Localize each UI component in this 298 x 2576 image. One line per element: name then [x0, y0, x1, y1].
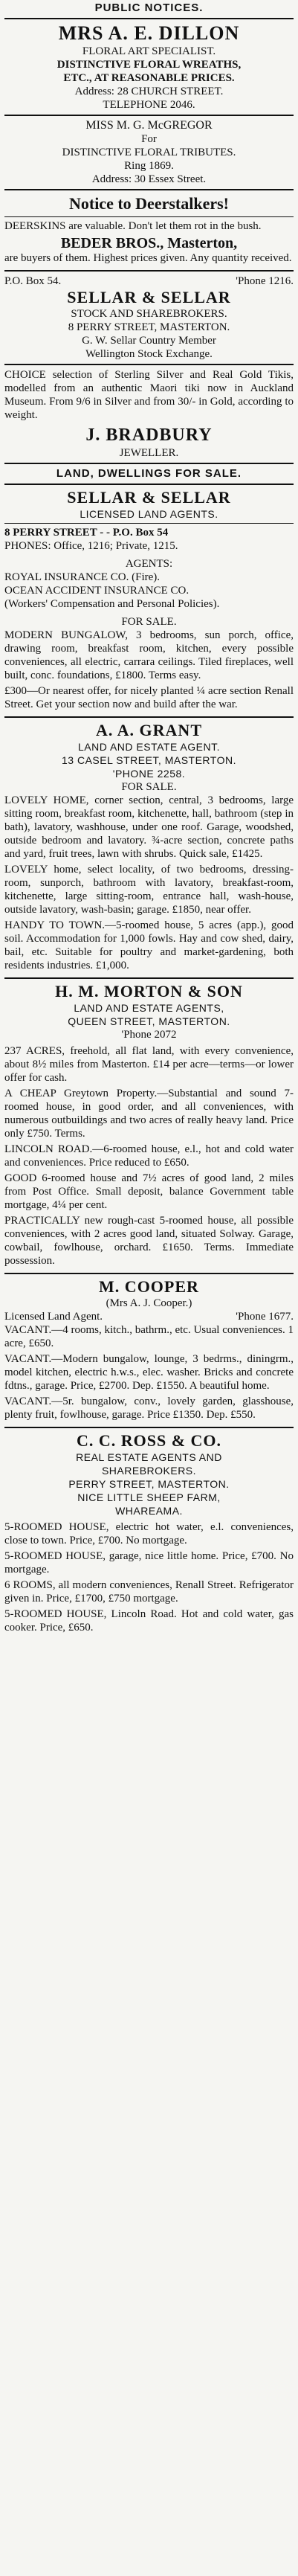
ad-sellar-line: 8 PERRY STREET, MASTERTON.	[68, 321, 230, 333]
divider	[4, 523, 294, 524]
divider	[4, 484, 294, 485]
divider	[4, 716, 294, 718]
ad-cooper-sub: (Mrs A. J. Cooper.)	[106, 1297, 192, 1309]
ad-listing: 5-ROOMED HOUSE, Lincoln Road. Hot and cold water, gas cooker. Price, £650.	[4, 1608, 294, 1634]
section-heading-land: LAND, DWELLINGS FOR SALE.	[56, 467, 242, 480]
divider	[4, 270, 294, 272]
ad-mcgregor-line: Address: 30 Essex Street.	[91, 173, 207, 185]
ad-sellar-land-line: LICENSED LAND AGENTS.	[80, 508, 218, 520]
ad-dillon	[4, 21, 294, 113]
ad-listing: A CHEAP Greytown Property.—Substantial and sound 7-roomed house, in good order, and all conveniences, with numerous outbuildings and two acres of really heavy land. Price only £750. Terms.	[4, 1088, 294, 1140]
ad-sellar-land-agent: OCEAN ACCIDENT INSURANCE CO.	[4, 585, 190, 597]
ad-bradbury-name: J. BRADBURY	[85, 425, 213, 445]
ad-deerstalkers-body: DEERSKINS are valuable. Don't let them rot in the bush.	[4, 220, 262, 232]
ad-sellar-contact-row	[4, 274, 294, 288]
ad-sellar-name: SELLAR & SELLAR	[67, 288, 231, 306]
ad-cooper-contact-row	[4, 1310, 294, 1323]
ad-dillon-line: FLORAL ART SPECIALIST.	[82, 45, 216, 57]
ad-sellar-line: STOCK AND SHAREBROKERS.	[71, 308, 227, 320]
ad-bradbury	[4, 367, 294, 461]
divider	[4, 977, 294, 979]
ad-sellar-land-agent: (Workers' Compensation and Personal Policies).	[4, 598, 220, 610]
ad-dillon-line: TELEPHONE 2046.	[103, 99, 195, 111]
ad-listing: 237 ACRES, freehold, all flat land, with every convenience, about 8½ miles from Masterton. £14 per acre—terms—or lower offer for cash.	[4, 1045, 294, 1084]
ad-ross-line: REAL ESTATE AGENTS AND	[76, 1451, 222, 1463]
ad-deerstalkers-body: are buyers of them. Highest prices given. Any quantity received.	[4, 252, 292, 264]
ad-cooper-licensed: Licensed Land Agent.	[4, 1311, 103, 1323]
ad-listing: MODERN BUNGALOW, 3 bedrooms, sun porch, office, drawing room, breakfast room, kitchen, every possible conveniences, all electric, carrara ceilings. Tiled fireplaces, well built, conc. foundations, £1800. Terms easy.	[4, 629, 294, 681]
divider	[4, 1273, 294, 1274]
ad-cooper-phone: 'Phone 1677.	[236, 1311, 294, 1323]
ad-ross-line: PERRY STREET, MASTERTON.	[68, 1478, 230, 1490]
ad-listing: GOOD 6-roomed house and 7½ acres of good land, 2 miles from Post Office. Small deposit, balance Government table mortgage, 4¼ per cent.	[4, 1172, 294, 1211]
divider	[4, 463, 294, 464]
divider	[4, 216, 294, 217]
ad-sellar-land-agent: ROYAL INSURANCE CO. (Fire).	[4, 571, 161, 583]
ad-bradbury-body: CHOICE selection of Sterling Silver and Real Gold Tikis, modelled from an authentic Maori tiki now in Auckland Museum. From 9/6 in Silver and from 30/- in Gold, according to weight.	[4, 369, 294, 421]
ad-listing: £300—Or nearest offer, for nicely planted ¼ acre section Renall Street. Get your section now and build after the war.	[4, 685, 294, 710]
ad-cooper-name: M. COOPER	[99, 1277, 199, 1296]
ad-sellar-stock	[4, 273, 294, 362]
ad-morton-line: LAND AND ESTATE AGENTS,	[74, 1002, 224, 1014]
ad-cooper	[4, 1276, 294, 1425]
section-heading-public-notices: PUBLIC NOTICES.	[94, 1, 204, 14]
ad-grant-line: 'PHONE 2258.	[112, 768, 186, 780]
ad-listing: VACANT.—5r. bungalow, conv., lovely garden, glasshouse, plenty fruit, fowlhouse, garage. Price £1350. Dep. £550.	[4, 1395, 294, 1421]
ad-grant-forsale: FOR SALE.	[121, 781, 177, 793]
ad-sellar-line: Wellington Stock Exchange.	[85, 348, 213, 360]
ad-ross-line: NICE LITTLE SHEEP FARM,	[77, 1491, 221, 1503]
ad-sellar-land-address: 8 PERRY STREET - - P.O. Box 54	[4, 527, 169, 539]
ad-ross-name: C. C. ROSS & CO.	[76, 1431, 222, 1450]
ad-grant	[4, 719, 294, 976]
divider	[4, 1427, 294, 1428]
ad-listing: LOVELY home, select locality, of two bedrooms, dressing-room, sunporch, bathroom with lavatory, breakfast-room, kitchenette, large sitting-room, entrance hall, wash-house, outside lavatory, wash-basin; garage. £1850, near offer.	[4, 864, 294, 916]
divider	[4, 115, 294, 116]
ad-sellar-land-name: SELLAR & SELLAR	[67, 488, 231, 507]
ad-listing: VACANT.—Modern bungalow, lounge, 3 bedrms., diningrm., model kitchen, electric h.w.s., elec. washer. Bricks and concrete fdtns., garage. Price, £2700. Dep. £1550. A beautiful home.	[4, 1353, 294, 1392]
ad-morton-line: 'Phone 2072	[121, 1029, 177, 1041]
ad-listing: 5-ROOMED HOUSE, garage, nice little home. Price, £700. No mortgage.	[4, 1550, 294, 1576]
ad-ross-line: WHAREAMA.	[115, 1505, 183, 1517]
ad-deerstalkers	[4, 192, 294, 269]
ad-sellar-land-forsale: FOR SALE.	[121, 616, 177, 628]
ad-morton-name: H. M. MORTON & SON	[55, 982, 243, 1000]
ad-mcgregor-line: For	[141, 133, 157, 145]
ad-listing: VACANT.—4 rooms, kitch., bathrm., etc. Usual conveniences. 1 acre, £650.	[4, 1324, 294, 1349]
ad-listing: 6 ROOMS, all modern conveniences, Renall Street. Refrigerator given in. Price, £1700, £750 mortgage.	[4, 1579, 294, 1605]
ad-deerstalkers-heading: Notice to Deerstalkers!	[68, 194, 229, 213]
ad-morton-line: QUEEN STREET, MASTERTON.	[68, 1015, 230, 1027]
ad-dillon-name: MRS A. E. DILLON	[58, 22, 240, 44]
ad-grant-line: LAND AND ESTATE AGENT.	[78, 741, 220, 753]
ad-bradbury-title: JEWELLER.	[119, 447, 179, 459]
divider	[4, 18, 294, 19]
ad-listing: PRACTICALLY new rough-cast 5-roomed house, all possible conveniences, with 2 acres good land, situated Solway. Garage, cowbail, fowlhouse, orchard. £1650. Terms. Immediate possession.	[4, 1215, 294, 1267]
ad-sellar-land	[4, 486, 294, 715]
ad-ross	[4, 1430, 294, 1638]
ad-listing: LOVELY HOME, corner section, central, 3 bedrooms, large sitting room, breakfast room, kitchenette, hall, bathroom (step in bath), lavatory, washhouse, under one roof. Garage, woodshed, outside bedroom and lavatory. ¾-acre section, concrete paths and yard, fruit trees, lawn with shrubs. Quick sale, £1425.	[4, 794, 294, 860]
ad-deerstalkers-firm: BEDER BROS., Masterton,	[60, 235, 238, 251]
divider	[4, 364, 294, 365]
ad-grant-line: 13 CASEL STREET, MASTERTON.	[62, 754, 236, 766]
ad-mcgregor	[4, 118, 294, 187]
ad-morton	[4, 980, 294, 1271]
ad-sellar-po-box: P.O. Box 54.	[4, 275, 62, 287]
ad-listing: HANDY TO TOWN.—5-roomed house, 5 acres (app.), good soil. Accommodation for 1,000 fowls. Hay and cow shed, dairy, bail, etc. Suitable for poultry and market-gardening, both residents industries. £1,000.	[4, 919, 294, 971]
ad-listing: 5-ROOMED HOUSE, electric hot water, e.l. conveniences, close to town. Price, £700. No mortgage.	[4, 1521, 294, 1546]
ad-mcgregor-line: Ring 1869.	[124, 160, 174, 172]
ad-ross-line: SHAREBROKERS.	[101, 1465, 197, 1477]
ad-mcgregor-name: MISS M. G. McGREGOR	[85, 119, 213, 132]
ad-sellar-land-phones: PHONES: Office, 1216; Private, 1215.	[4, 540, 178, 552]
ad-grant-name: A. A. GRANT	[95, 721, 202, 739]
ad-mcgregor-line: DISTINCTIVE FLORAL TRIBUTES.	[62, 147, 236, 158]
ad-dillon-line: Address: 28 CHURCH STREET.	[74, 86, 224, 97]
ad-sellar-phone: 'Phone 1216.	[236, 275, 294, 287]
ad-sellar-line: G. W. Sellar Country Member	[82, 335, 216, 347]
ad-dillon-line: ETC., AT REASONABLE PRICES.	[63, 72, 235, 84]
divider	[4, 189, 294, 190]
ad-sellar-land-agents: AGENTS:	[125, 558, 173, 570]
ad-dillon-line: DISTINCTIVE FLORAL WREATHS,	[56, 59, 242, 71]
ad-listing: LINCOLN ROAD.—6-roomed house, e.l., hot and cold water and conveniences. Price reduced to £650.	[4, 1143, 294, 1169]
